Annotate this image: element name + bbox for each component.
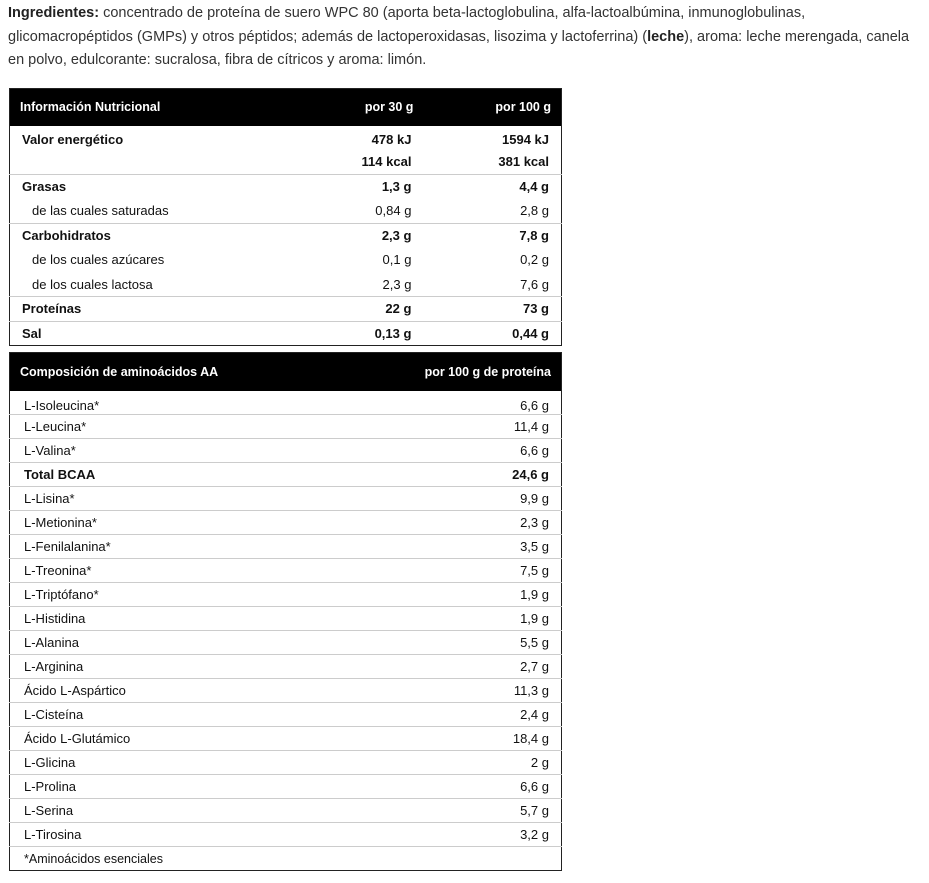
amino-value: 9,9 g: [340, 487, 562, 511]
amino-value: 5,7 g: [340, 799, 562, 823]
nutrition-label: Sal: [10, 321, 258, 346]
nutrition-row-salt: [10, 321, 562, 346]
amino-row: [10, 511, 562, 535]
amino-row: [10, 535, 562, 559]
nutrition-label: de las cuales saturadas: [32, 203, 169, 219]
nutrition-value-30g: 478 kJ: [371, 132, 412, 148]
nutrition-row-carbs: [10, 223, 562, 247]
amino-value: 3,2 g: [340, 823, 562, 847]
amino-label: L-Arginina: [10, 655, 340, 679]
nutrition-value-30g: 0,1 g: [382, 252, 412, 268]
amino-label: L-Treonina*: [10, 559, 340, 583]
amino-label: Ácido L-Glutámico: [10, 727, 340, 751]
amino-row: [10, 583, 562, 607]
amino-label: L-Tirosina: [10, 823, 340, 847]
ingredients-text: [8, 2, 920, 73]
nutrition-value-100g: 7,6 g: [520, 276, 549, 292]
amino-row: [10, 703, 562, 727]
nutrition-row-energy-kj: [10, 126, 562, 150]
amino-value: 1,9 g: [340, 607, 562, 631]
amino-label: L-Metionina*: [10, 511, 340, 535]
nutrition-header-per-30g: por 30 g: [257, 89, 423, 126]
amino-footnote: *Aminoácidos esenciales: [10, 847, 562, 871]
amino-row: [10, 679, 562, 703]
amino-value: 6,6 g: [520, 397, 549, 413]
amino-row: [10, 631, 562, 655]
nutrition-value-100g: 7,8 g: [423, 223, 561, 247]
nutrition-value-30g: 0,84 g: [375, 203, 412, 219]
nutrition-value-100g: 0,44 g: [423, 321, 561, 346]
amino-label: L-Prolina: [10, 775, 340, 799]
amino-header-value: por 100 g de proteína: [340, 353, 562, 391]
nutrition-label: de los cuales lactosa: [32, 276, 153, 292]
amino-row: [10, 655, 562, 679]
nutrition-value-100g: 381 kcal: [498, 154, 549, 170]
nutrition-value-100g: 2,8 g: [520, 203, 549, 219]
amino-label: L-Lisina*: [10, 487, 340, 511]
nutrition-value-30g: 114 kcal: [361, 154, 412, 170]
nutrition-header-per-100g: por 100 g: [423, 89, 561, 126]
amino-label: L-Valina*: [10, 439, 340, 463]
amino-value: 2,4 g: [340, 703, 562, 727]
amino-row: [10, 799, 562, 823]
nutrition-value-30g: 0,13 g: [257, 321, 423, 346]
amino-label: L-Cisteína: [10, 703, 340, 727]
nutrition-value-100g: 0,2 g: [520, 252, 549, 268]
amino-value: 6,6 g: [340, 775, 562, 799]
amino-value: 7,5 g: [340, 559, 562, 583]
amino-value: 11,3 g: [340, 679, 562, 703]
amino-row: [10, 727, 562, 751]
amino-label: L-Serina: [10, 799, 340, 823]
nutrition-value-30g: 2,3 g: [257, 223, 423, 247]
nutrition-value-30g: 22 g: [257, 297, 423, 321]
amino-row: [10, 439, 562, 463]
amino-row: [10, 559, 562, 583]
amino-row: [10, 607, 562, 631]
nutrition-label: [10, 150, 258, 174]
amino-row: [10, 751, 562, 775]
amino-label: L-Triptófano*: [10, 583, 340, 607]
amino-label: L-Leucina*: [10, 415, 340, 439]
nutrition-value-30g: 2,3 g: [382, 276, 412, 292]
amino-label: Ácido L-Aspártico: [10, 679, 340, 703]
nutrition-row-fat: [10, 174, 562, 198]
ingredients-part-2: ), aroma: leche merengada, canela en polvo, edulcorante: sucralosa, fibra de cítricos y aroma: limón.: [8, 28, 910, 68]
amino-value: 24,6 g: [340, 463, 562, 487]
amino-value: 1,9 g: [340, 583, 562, 607]
amino-label: L-Isoleucina*: [24, 397, 100, 413]
ingredients-part-1: concentrado de proteína de suero WPC 80 (aporta beta-lactoglobulina, alfa-lactoalbúmina, inmunoglobulinas, glicomacropéptidos (GMPs) y otros péptidos; además de lactoperoxidasas, lisozima y lactoferrina) (: [8, 5, 806, 45]
nutrition-label: Proteínas: [10, 297, 258, 321]
amino-row: [10, 463, 562, 487]
amino-row: [10, 415, 562, 439]
nutrition-row-protein: [10, 297, 562, 321]
amino-value: 18,4 g: [340, 727, 562, 751]
amino-label: Total BCAA: [10, 463, 340, 487]
nutrition-header-label: Información Nutricional: [10, 89, 258, 126]
amino-label: L-Fenilalanina*: [10, 535, 340, 559]
amino-header-label: Composición de aminoácidos AA: [10, 353, 340, 391]
amino-value: 5,5 g: [340, 631, 562, 655]
nutrition-value-100g: 4,4 g: [423, 174, 561, 198]
amino-value: 3,5 g: [340, 535, 562, 559]
amino-row: [10, 775, 562, 799]
amino-header-row: [10, 353, 562, 391]
nutrition-table: [9, 88, 562, 346]
amino-label: L-Alanina: [10, 631, 340, 655]
amino-footnote-row: [10, 847, 562, 871]
amino-value: 2 g: [340, 751, 562, 775]
amino-value: 11,4 g: [340, 415, 562, 439]
nutrition-label: Grasas: [10, 174, 258, 198]
nutrition-row-lactose: [10, 272, 562, 296]
amino-value: 2,7 g: [340, 655, 562, 679]
nutrition-value-100g: 73 g: [423, 297, 561, 321]
nutrition-label: Valor energético: [22, 132, 124, 148]
nutrition-value-30g: 1,3 g: [257, 174, 423, 198]
ingredients-allergen: leche: [647, 28, 685, 45]
amino-label: L-Histidina: [10, 607, 340, 631]
amino-acid-table: [9, 352, 562, 871]
nutrition-label: de los cuales azúcares: [32, 252, 165, 268]
amino-value: 6,6 g: [340, 439, 562, 463]
nutrition-row-sugars: [10, 248, 562, 272]
ingredients-label: Ingredientes:: [8, 5, 100, 21]
amino-value: 2,3 g: [340, 511, 562, 535]
amino-label: L-Glicina: [10, 751, 340, 775]
nutrition-row-energy-kcal: [10, 150, 562, 174]
amino-row: [10, 487, 562, 511]
nutrition-value-100g: 1594 kJ: [502, 132, 549, 148]
amino-row: [10, 823, 562, 847]
amino-row: [10, 391, 562, 415]
nutrition-header-row: [10, 89, 562, 126]
nutrition-row-saturated: [10, 199, 562, 223]
nutrition-label: Carbohidratos: [10, 223, 258, 247]
